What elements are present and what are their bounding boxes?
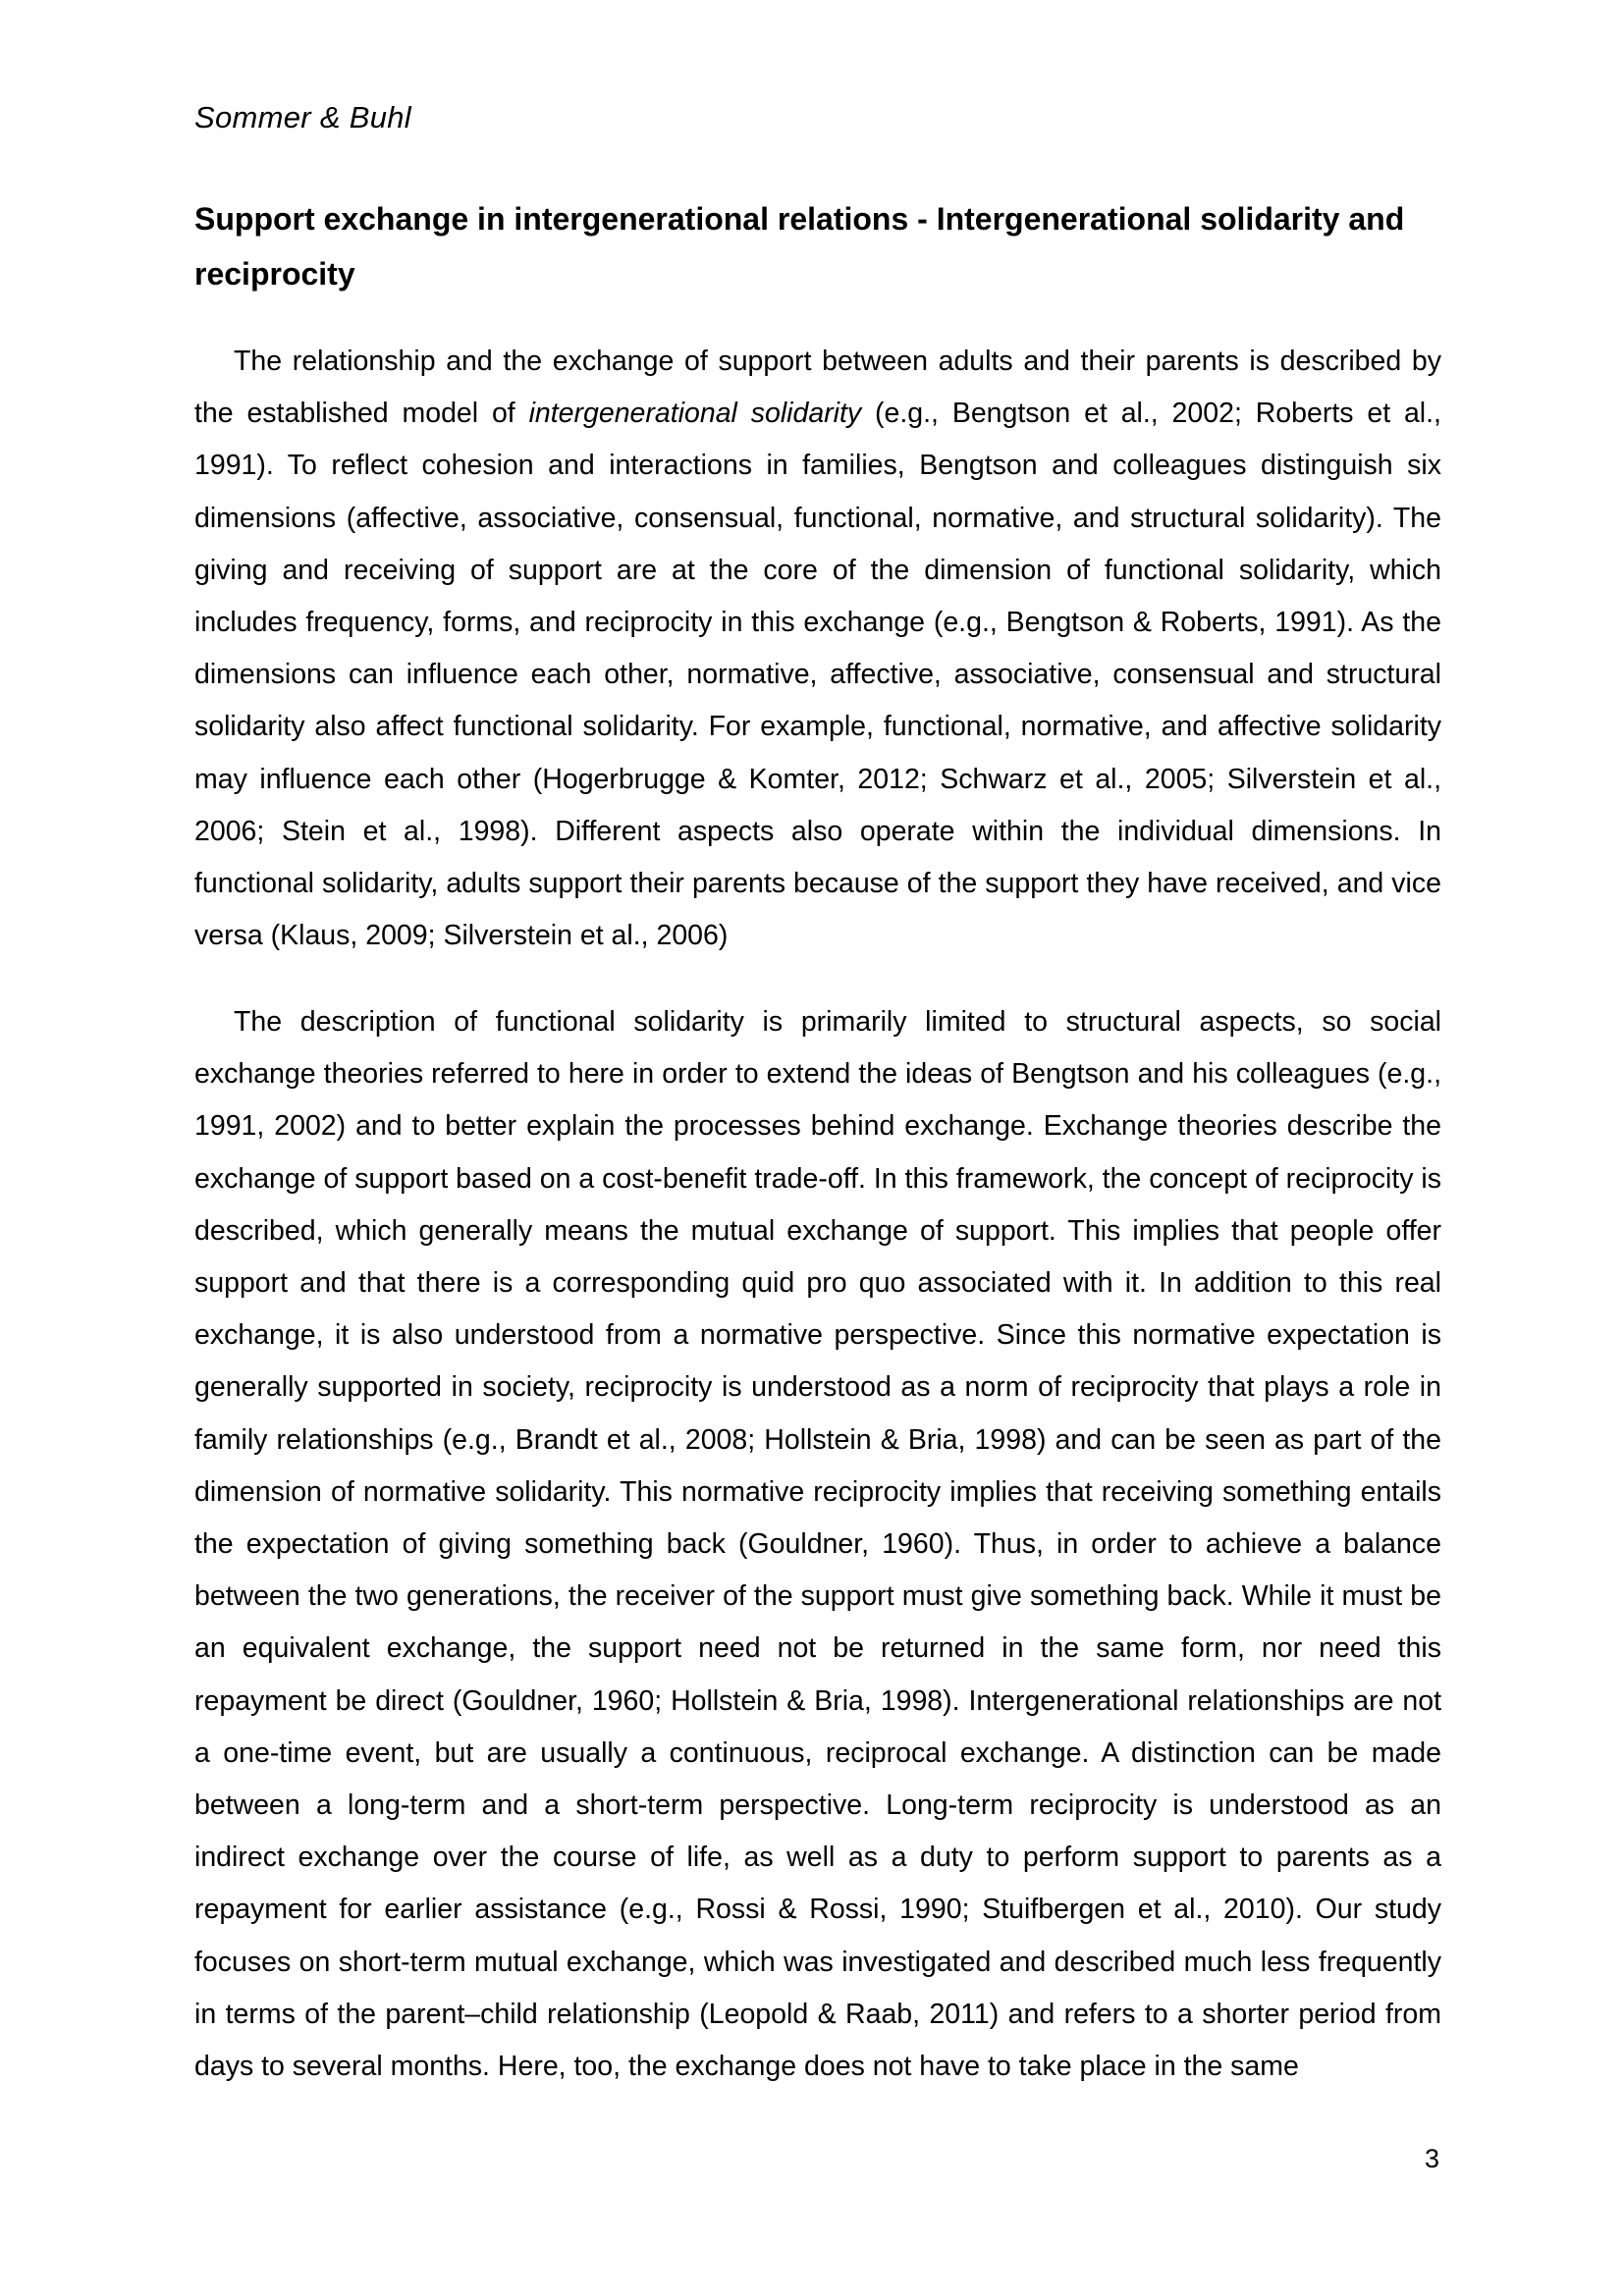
paragraph-1-text-end: (e.g., Bengtson et al., 2002; Roberts et al., 1991). To reflect cohesion and interactions in families, Bengtson and colleagues distinguish six dimensions (affective, associative, consensual, functional, normative, and structural solidarity). The giving and receiving of support are at the core of the dimension of functional solidarity, which includes frequency, forms, and reciprocity in this exchange (e.g., Bengtson & Roberts, 1991). As the dimensions can influence each other, normative, affective, associative, consensual and structural solidarity also affect functional solidarity. For example, functional, normative, and affective solidarity may influence each other (Hogerbrugge & Komter, 2012; Schwarz et al., 2005; Silverstein et al., 2006; Stein et al., 1998). Different aspects also operate within the individual dimensions. In functional solidarity, adults support their parents because of the support they have received, and vice versa (Klaus, 2009; Silverstein et al., 2006)	[194, 398, 1441, 952]
paragraph-1-text-start: The relationship and the exchange of support between adults and their parents is described by the established model of	[194, 346, 1441, 430]
italic-term: intergenerational solidarity	[528, 398, 862, 430]
body-paragraph-2: The description of functional solidarity is primarily limited to structural aspects, so social exchange theories referred to here in order to extend the ideas of Bengtson and his colleagues (e.g., 1991, 2002) and to better explain the processes behind exchange. Exchange theories describe the exchange of support based on a cost-benefit trade-off. In this framework, the concept of reciprocity is described, which generally means the mutual exchange of support. This implies that people offer support and that there is a corresponding quid pro quo associated with it. In addition to this real exchange, it is also understood from a normative perspective. Since this normative expectation is generally supported in society, reciprocity is understood as a norm of reciprocity that plays a role in family relationships (e.g., Brandt et al., 2008; Hollstein & Bria, 1998) and can be seen as part of the dimension of normative solidarity. This normative reciprocity implies that receiving something entails the expectation of giving something back (Gouldner, 1960). Thus, in order to achieve a balance between the two generations, the receiver of the support must give something back. While it must be an equivalent exchange, the support need not be returned in the same form, nor need this repayment be direct (Gouldner, 1960; Hollstein & Bria, 1998). Intergenerational relationships are not a one-time event, but are usually a continuous, reciprocal exchange. A distinction can be made between a long-term and a short-term perspective. Long-term reciprocity is understood as an indirect exchange over the course of life, as well as a duty to perform support to parents as a repayment for earlier assistance (e.g., Rossi & Rossi, 1990; Stuifbergen et al., 2010). Our study focuses on short-term mutual exchange, which was investigated and described much less frequently in terms of the parent–child relationship (Leopold & Raab, 2011) and refers to a shorter period from days to several months. Here, too, the exchange does not have to take place in the same	[194, 1006, 1441, 2083]
running-head: Sommer & Buhl	[194, 100, 411, 134]
section-title: Support exchange in intergenerational relations - Intergenerational solidarity and reciprocity	[194, 201, 1405, 292]
page-number: 3	[1424, 2144, 1439, 2173]
body-paragraph-1	[194, 336, 1441, 962]
